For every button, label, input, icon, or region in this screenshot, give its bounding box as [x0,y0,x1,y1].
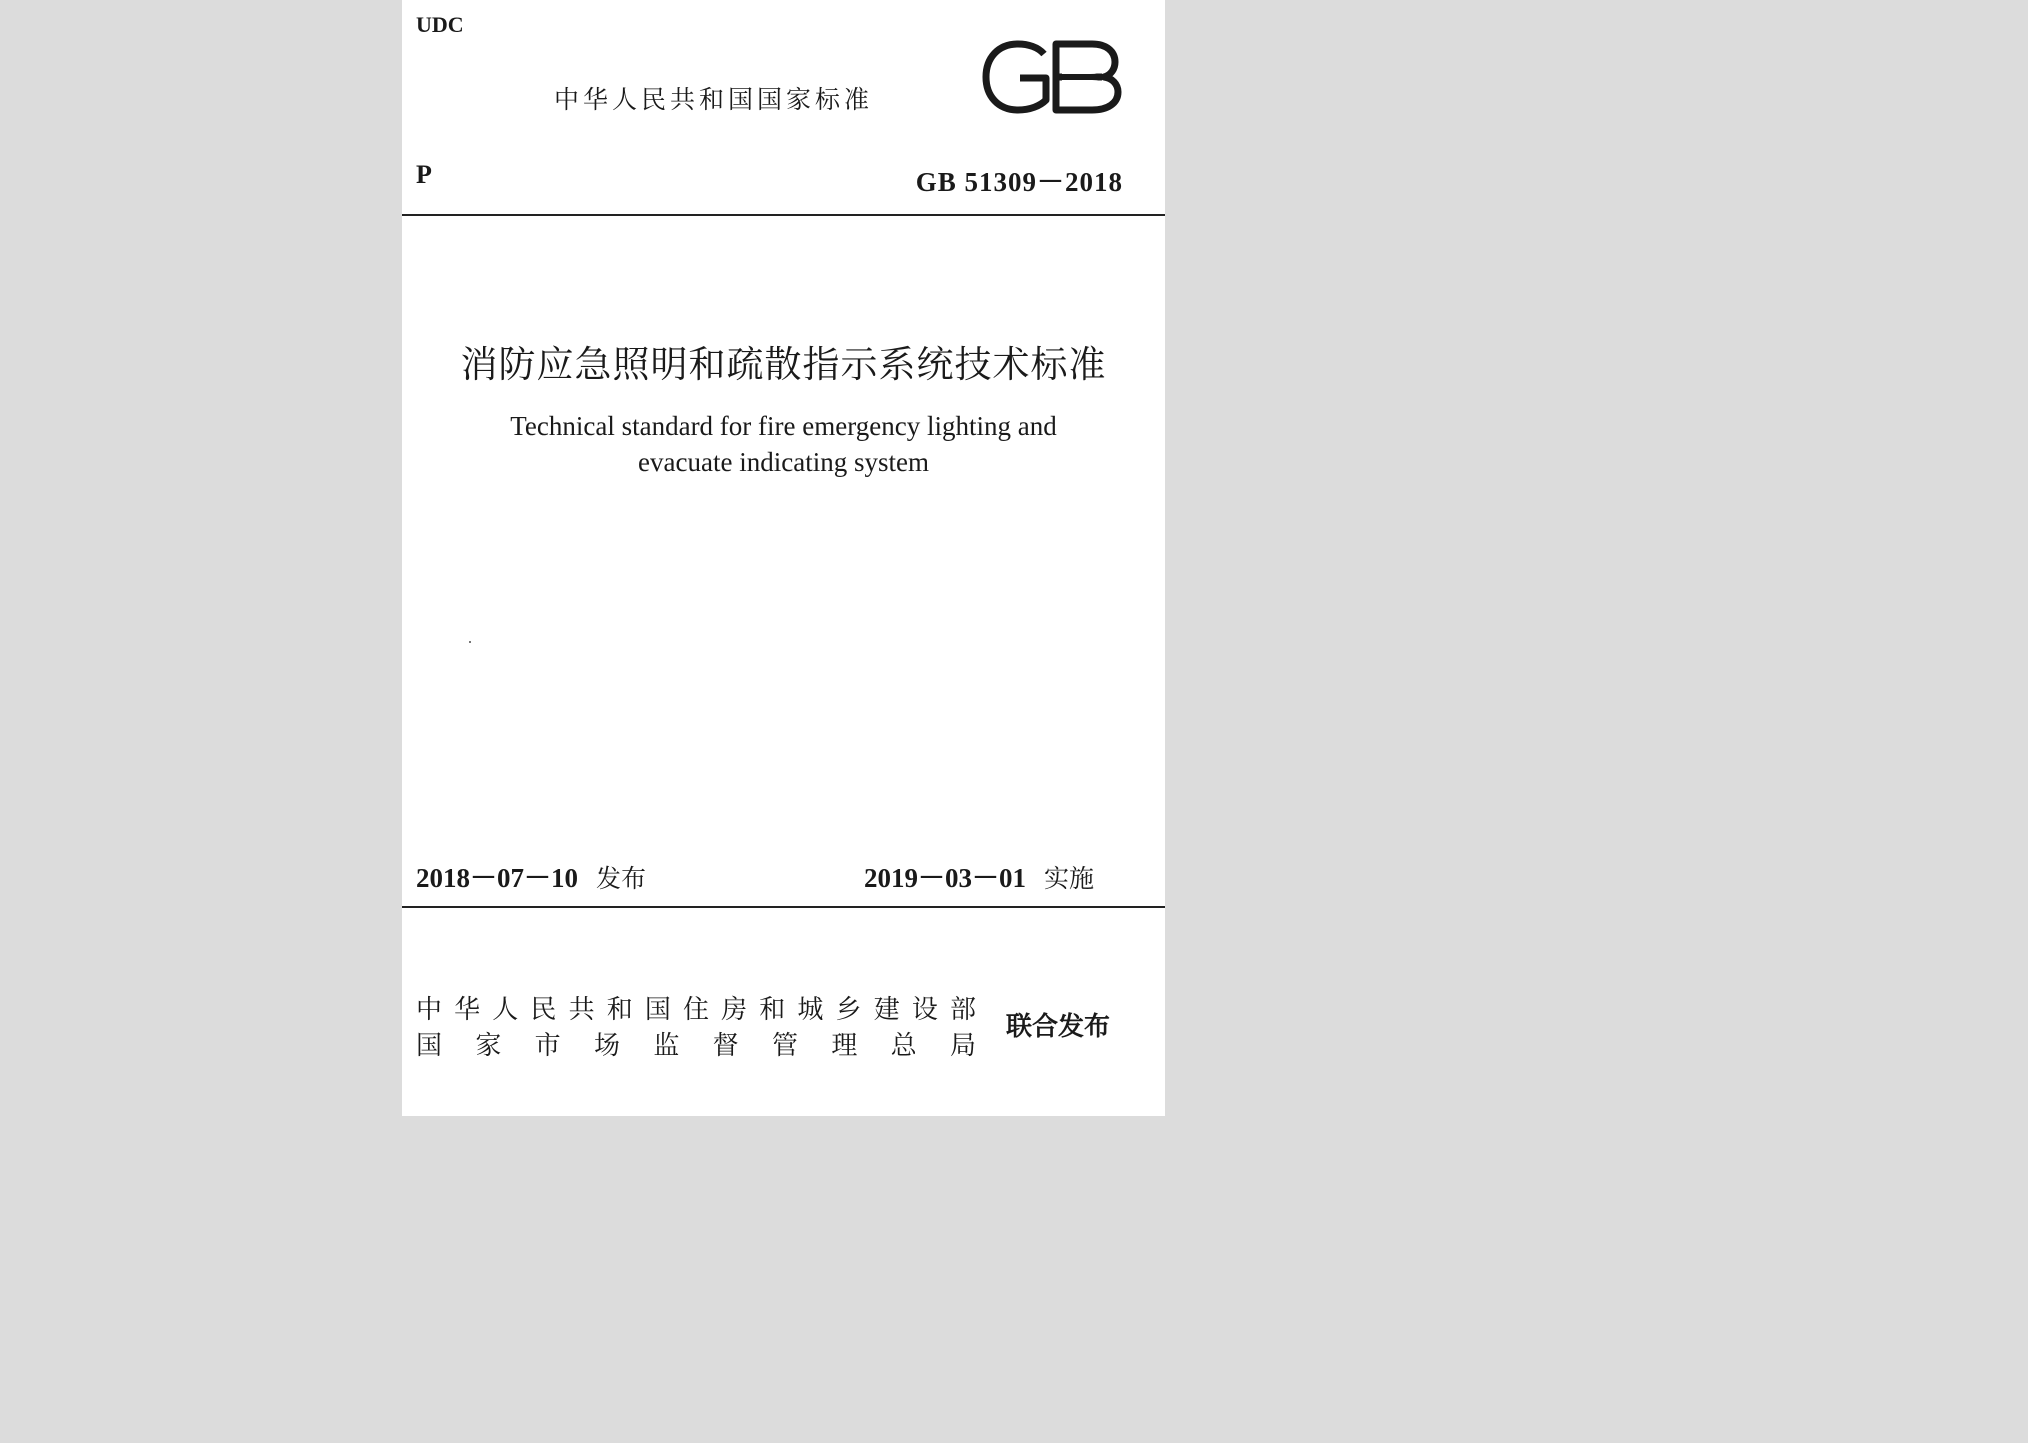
issuer-line-1: 中华人民共和国住房和城乡建设部 [416,995,976,1025]
implementation-label: 实施 [1044,864,1095,893]
joint-issue-label: 联合发布 [1006,1012,1111,1042]
issuer-line-2: 国家市场监督管理总局 [416,1031,976,1061]
header-divider [402,214,1165,216]
implementation-date: 2019－03－01 [864,863,1026,893]
national-standard-heading: 中华人民共和国国家标准 [554,85,874,114]
footer-divider [402,906,1165,908]
standard-number: GB 51309－2018 [915,167,1123,197]
standard-cover-page [402,0,1165,1116]
implementation-date-block [864,856,1094,895]
title-english [402,408,1165,480]
title-english-line-2: evacuate indicating system [638,447,929,477]
issue-date: 2018－07－10 [416,863,578,893]
classification-code: P [416,160,432,189]
issuing-authorities [416,992,976,1064]
title-english-line-1: Technical standard for fire emergency lighting and [510,411,1057,441]
udc-label: UDC [416,12,464,37]
issue-date-block [416,856,646,895]
title-chinese: 消防应急照明和疏散指示系统技术标准 [460,343,1107,386]
scan-speck [469,641,471,643]
gb-logo-icon [980,40,1124,114]
issue-label: 发布 [596,864,647,893]
